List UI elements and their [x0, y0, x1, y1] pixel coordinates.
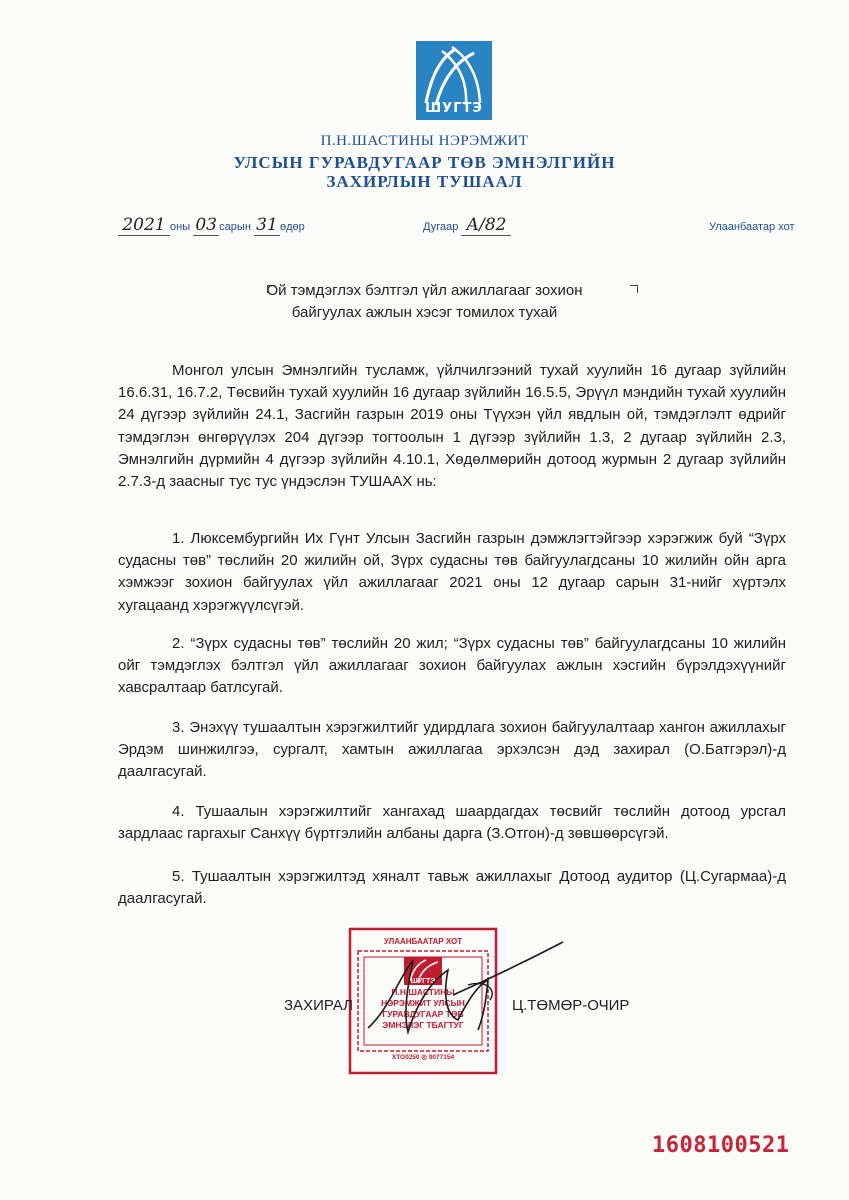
- order-number: [423, 215, 511, 236]
- year-label: оны: [170, 221, 191, 233]
- month-label: сарын: [219, 221, 251, 233]
- city: Улаанбаатар хот: [709, 221, 795, 233]
- org-name-line2: УЛСЫН ГУРАВДУГААР ТӨВ ЭМНЭЛГИЙН: [233, 153, 616, 172]
- order-item-3: 3. Энэхүү тушаалтын хэрэгжилтийг удирдлага зохион байгуулалтаар хангон ажиллахыг Эрдэм шинжилгээ, сургалт, хамтын ажиллагаа эрхэлсэн дэд захирал (О.Батгэрэл)-д даалгасугай.: [118, 719, 786, 781]
- order-day: 31: [254, 215, 280, 236]
- order-item-1: 1. Люксембургийн Их Гүнт Улсын Засгийн газрын дэмжлэгтэйгээр хэрэгжиж буй “Зүрх судасны төв” төслийн 20 жилийн ой, Зүрх судасны төв байгуулагдсаны 10 жилийн ойн арга хэмжээг зохион байгуулах үйл ажиллагааг 2021 оны 12 дугаар сарын 31-нийг хүртэлх хугацаанд хэрэгжүүлсүгэй.: [118, 530, 786, 614]
- org-name-line1: П.Н.ШАСТИНЫ НЭРЭМЖИТ: [320, 133, 529, 149]
- stamp-organization: П.Н.ШАСТИНЫ НЭРЭМЖИТ УЛСЫН ГУРАВДУГААР ТӨВ ЭМНЭЛЭГ ТБАГТУГ: [381, 987, 465, 1030]
- signatory-role: ЗАХИРАЛ: [284, 997, 354, 1014]
- number-label: Дугаар: [423, 221, 459, 233]
- order-date: [118, 215, 305, 236]
- order-year: 2021: [118, 215, 170, 236]
- document-type: ЗАХИРЛЫН ТУШААЛ: [326, 172, 523, 191]
- handwritten-signature: [358, 940, 568, 1040]
- preamble-paragraph: Монгол улсын Эмнэлгийн тусламж, үйлчилгээний тухай хуулийн 16 дугаар зүйлийн 16.6.31, 16.7.2, Төсвийн тухай хуулийн 16 дугаар зүйлийн 16.5.5, Эрүүл мэндийн тухай хуулийн 24 дүгээр зүйлийн 24.1, Засгийн газрын 2019 оны Түүхэн үйл явдлын ой, тэмдэглэлт өдрийг тэмдэглэн өнгөрүүлэх 204 дүгээр тогтоолын 1 дүгээр зүйлийн 1.3, 2 дугаар зүйлийн 2.3, Эмнэлгийн дүрмийн 4 дүгээр зүйлийн 4.10.1, Хөдөлмөрийн дотоод журмын 2 дугаар зүйлийн 2.7.3-д заасныг тус тус үндэслэн ТУШААХ нь:: [118, 362, 786, 491]
- order-item-5: 5. Тушаалтын хэрэгжилтэд хяналт тавьж ажиллахыг Дотоод аудитор (Ц.Сугармаа)-д даалгасугай.: [118, 868, 786, 908]
- order-item-4: 4. Тушаалын хэрэгжилтийг хангахад шаардагдах төсвийг төслийн дотоод урсгал зардлаас гаргахыг Санхүү бүртгэлийн албаны дарга (З.Отгон)-д зөвшөөрсүгэй.: [118, 803, 786, 843]
- document-serial-number: 1608100521: [652, 1133, 790, 1158]
- order-item-2: 2. “Зүрх судасны төв” төслийн 20 жил; “Зүрх судасны төв” байгуулагдсаны 10 жилийн ойг тэмдэглэх бэлтгэл үйл ажиллагааг зохион байгуулах ажлын хэсгийн бүрэлдэхүүнийг хавсралтаар батлсугай.: [118, 635, 786, 697]
- logo-text: ШУГТЭ: [425, 101, 483, 116]
- signatory-name: Ц.ТӨМӨР-ОЧИР: [512, 997, 630, 1014]
- dateline: [0, 213, 849, 239]
- stamp-logo-text: ШУГТЭ: [410, 978, 436, 985]
- order-title-line1: Ой тэмдэглэх бэлтгэл үйл ажиллагааг зохион: [266, 282, 583, 299]
- order-title-line2: байгуулах ажлын хэсэг томилох тухай: [291, 304, 558, 321]
- stamp-city: УЛААНБААТАР ХОТ: [383, 937, 463, 946]
- stamp-registration: ХТО0250 ◎ 9077154: [391, 1054, 455, 1061]
- hospital-logo: [416, 41, 492, 120]
- day-label: өдөр: [279, 221, 305, 233]
- order-number-value: А/82: [461, 215, 511, 236]
- order-month: 03: [193, 215, 219, 236]
